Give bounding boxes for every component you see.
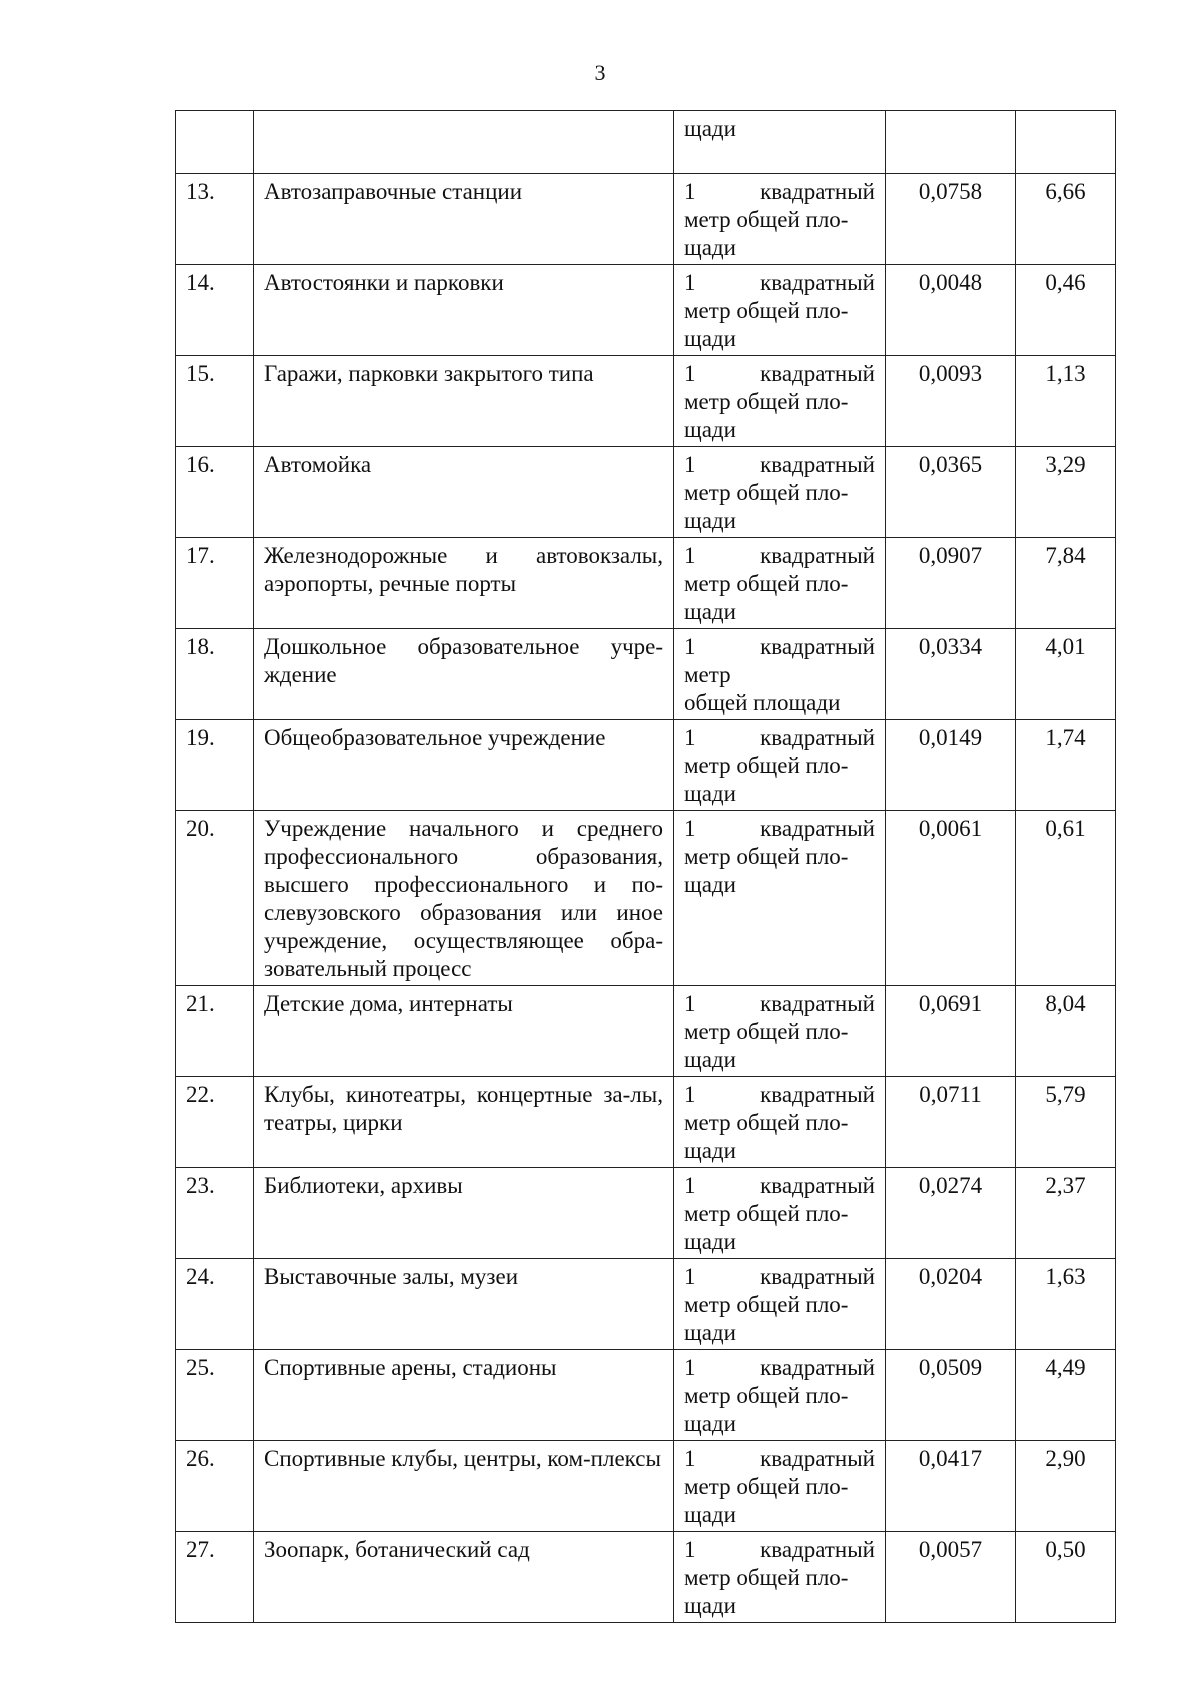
unit-line-1 — [684, 1536, 875, 1564]
unit-word: квадратный — [760, 1264, 875, 1289]
table-row — [176, 538, 1116, 629]
unit-line-2: метр общей пло- — [684, 753, 849, 778]
coefficient: 0,0048 — [886, 265, 1016, 356]
coefficient: 0,0711 — [886, 1077, 1016, 1168]
coefficient: 0,0334 — [886, 629, 1016, 720]
unit-word: квадратный — [760, 1537, 875, 1562]
row-number: 19. — [176, 720, 254, 811]
unit-cell — [674, 1077, 886, 1168]
row-number: 21. — [176, 986, 254, 1077]
cell-num — [176, 111, 254, 174]
unit-word: квадратный — [760, 1173, 875, 1198]
unit-quantity: 1 — [684, 1264, 696, 1289]
rate-value: 5,79 — [1016, 1077, 1116, 1168]
unit-word: квадратный — [760, 1446, 875, 1471]
unit-word: квадратный — [760, 634, 875, 659]
unit-quantity: 1 — [684, 452, 696, 477]
row-number: 25. — [176, 1350, 254, 1441]
unit-line-1 — [684, 1354, 875, 1382]
table-row — [176, 1077, 1116, 1168]
unit-cell — [674, 1350, 886, 1441]
unit-cell — [674, 174, 886, 265]
unit-line-1 — [684, 360, 875, 388]
unit-quantity: 1 — [684, 1537, 696, 1562]
row-number: 16. — [176, 447, 254, 538]
tariff-table — [175, 110, 1116, 1623]
unit-line-1 — [684, 178, 875, 206]
unit-quantity: 1 — [684, 179, 696, 204]
coefficient: 0,0093 — [886, 356, 1016, 447]
coefficient: 0,0417 — [886, 1441, 1016, 1532]
row-number: 14. — [176, 265, 254, 356]
unit-word: квадратный — [760, 1082, 875, 1107]
unit-cell — [674, 1532, 886, 1623]
unit-cell — [674, 1441, 886, 1532]
unit-quantity: 1 — [684, 991, 696, 1016]
unit-line-1 — [684, 1081, 875, 1109]
coefficient: 0,0204 — [886, 1259, 1016, 1350]
object-name: Спортивные клубы, центры, ком-плексы — [254, 1441, 674, 1532]
coefficient: 0,0061 — [886, 811, 1016, 986]
unit-line-1 — [684, 633, 875, 661]
table-row — [176, 629, 1116, 720]
unit-word: квадратный — [760, 179, 875, 204]
unit-quantity: 1 — [684, 634, 696, 659]
coefficient: 0,0758 — [886, 174, 1016, 265]
table-row — [176, 1441, 1116, 1532]
rate-value: 6,66 — [1016, 174, 1116, 265]
unit-line-1 — [684, 269, 875, 297]
unit-line-1 — [684, 990, 875, 1018]
unit-word: квадратный — [760, 725, 875, 750]
unit-line-3: щади — [684, 872, 736, 897]
row-number: 24. — [176, 1259, 254, 1350]
unit-line-3: щади — [684, 1047, 736, 1072]
cell-coef — [886, 111, 1016, 174]
unit-word: квадратный — [760, 270, 875, 295]
row-number: 17. — [176, 538, 254, 629]
object-name: Дошкольное образовательное учре-ждение — [254, 629, 674, 720]
unit-line-2: метр общей пло- — [684, 1019, 849, 1044]
row-number: 23. — [176, 1168, 254, 1259]
unit-line-2: метр общей пло- — [684, 480, 849, 505]
unit-word: квадратный — [760, 991, 875, 1016]
unit-word: квадратный — [760, 543, 875, 568]
row-number: 22. — [176, 1077, 254, 1168]
unit-line-3: щади — [684, 599, 736, 624]
unit-line-2: метр общей пло- — [684, 1474, 849, 1499]
row-number: 15. — [176, 356, 254, 447]
unit-quantity: 1 — [684, 1446, 696, 1471]
unit-line-3: щади — [684, 1411, 736, 1436]
unit-line-3: щади — [684, 417, 736, 442]
table-row — [176, 986, 1116, 1077]
table-row — [176, 356, 1116, 447]
unit-line-1 — [684, 542, 875, 570]
table-row — [176, 265, 1116, 356]
unit-line-2: метр общей пло- — [684, 389, 849, 414]
rate-value: 0,61 — [1016, 811, 1116, 986]
unit-line-2: метр общей пло- — [684, 298, 849, 323]
unit-cell — [674, 629, 886, 720]
unit-word: квадратный — [760, 1355, 875, 1380]
unit-line-1 — [684, 1172, 875, 1200]
unit-line-1 — [684, 1263, 875, 1291]
unit-quantity: 1 — [684, 1173, 696, 1198]
table-row — [176, 1259, 1116, 1350]
cell-name — [254, 111, 674, 174]
unit-line-1 — [684, 451, 875, 479]
table-row — [176, 720, 1116, 811]
unit-line-3: щади — [684, 1593, 736, 1618]
row-number: 13. — [176, 174, 254, 265]
row-number: 27. — [176, 1532, 254, 1623]
unit-line-1 — [684, 1445, 875, 1473]
unit-cell — [674, 1168, 886, 1259]
object-name: Клубы, кинотеатры, концертные за-лы, театры, цирки — [254, 1077, 674, 1168]
rate-value: 2,90 — [1016, 1441, 1116, 1532]
unit-line-2: метр общей пло- — [684, 1383, 849, 1408]
rate-value: 1,13 — [1016, 356, 1116, 447]
coefficient: 0,0509 — [886, 1350, 1016, 1441]
table-row — [176, 811, 1116, 986]
object-name: Учреждение начального и среднего профессионального образования, высшего профессионального и по-слевузовского образования или иное учреждение, осуществляющее обра-зовательный процесс — [254, 811, 674, 986]
unit-line-2: метр общей пло- — [684, 1201, 849, 1226]
coefficient: 0,0691 — [886, 986, 1016, 1077]
table-row-continued — [176, 111, 1116, 174]
unit-line-1 — [684, 815, 875, 843]
unit-line-2: метр общей пло- — [684, 1565, 849, 1590]
unit-line-2: метр общей пло- — [684, 207, 849, 232]
unit-cell — [674, 720, 886, 811]
coefficient: 0,0274 — [886, 1168, 1016, 1259]
unit-quantity: 1 — [684, 361, 696, 386]
unit-line-2: метр — [684, 662, 731, 687]
rate-value: 1,74 — [1016, 720, 1116, 811]
object-name: Автозаправочные станции — [254, 174, 674, 265]
unit-line-3: щади — [684, 1229, 736, 1254]
unit-cell — [674, 356, 886, 447]
table-row — [176, 1350, 1116, 1441]
unit-quantity: 1 — [684, 270, 696, 295]
rate-value: 4,01 — [1016, 629, 1116, 720]
unit-line-3: щади — [684, 781, 736, 806]
object-name: Автомойка — [254, 447, 674, 538]
object-name: Детские дома, интернаты — [254, 986, 674, 1077]
unit-line-3: щади — [684, 1320, 736, 1345]
unit-line-3: щади — [684, 508, 736, 533]
unit-quantity: 1 — [684, 1082, 696, 1107]
unit-line-2: метр общей пло- — [684, 1292, 849, 1317]
object-name: Общеобразовательное учреждение — [254, 720, 674, 811]
table-row — [176, 447, 1116, 538]
coefficient: 0,0907 — [886, 538, 1016, 629]
object-name: Гаражи, парковки закрытого типа — [254, 356, 674, 447]
rate-value: 0,46 — [1016, 265, 1116, 356]
unit-quantity: 1 — [684, 1355, 696, 1380]
cell-unit: щади — [674, 111, 886, 174]
unit-line-3: щади — [684, 326, 736, 351]
unit-cell — [674, 265, 886, 356]
unit-line-3: щади — [684, 235, 736, 260]
rate-value: 3,29 — [1016, 447, 1116, 538]
object-name: Железнодорожные и автовокзалы, аэропорты, речные порты — [254, 538, 674, 629]
rate-value: 7,84 — [1016, 538, 1116, 629]
row-number: 26. — [176, 1441, 254, 1532]
unit-word: квадратный — [760, 816, 875, 841]
object-name: Зоопарк, ботанический сад — [254, 1532, 674, 1623]
unit-word: квадратный — [760, 361, 875, 386]
rate-value: 8,04 — [1016, 986, 1116, 1077]
rate-value: 1,63 — [1016, 1259, 1116, 1350]
row-number: 20. — [176, 811, 254, 986]
unit-line-2: метр общей пло- — [684, 571, 849, 596]
unit-cell — [674, 538, 886, 629]
unit-cell — [674, 811, 886, 986]
unit-quantity: 1 — [684, 725, 696, 750]
row-number: 18. — [176, 629, 254, 720]
unit-line-1 — [684, 724, 875, 752]
unit-quantity: 1 — [684, 543, 696, 568]
unit-line-2: метр общей пло- — [684, 1110, 849, 1135]
object-name: Спортивные арены, стадионы — [254, 1350, 674, 1441]
unit-cell — [674, 447, 886, 538]
table-row — [176, 1532, 1116, 1623]
unit-line-3: щади — [684, 1502, 736, 1527]
table-row — [176, 1168, 1116, 1259]
unit-line-2: метр общей пло- — [684, 844, 849, 869]
unit-word: квадратный — [760, 452, 875, 477]
unit-line-3: щади — [684, 1138, 736, 1163]
coefficient: 0,0149 — [886, 720, 1016, 811]
rate-value: 4,49 — [1016, 1350, 1116, 1441]
object-name: Автостоянки и парковки — [254, 265, 674, 356]
page-number: 3 — [594, 60, 606, 85]
rate-value: 0,50 — [1016, 1532, 1116, 1623]
rate-value: 2,37 — [1016, 1168, 1116, 1259]
unit-cell — [674, 986, 886, 1077]
unit-quantity: 1 — [684, 816, 696, 841]
object-name: Библиотеки, архивы — [254, 1168, 674, 1259]
table-row — [176, 174, 1116, 265]
object-name: Выставочные залы, музеи — [254, 1259, 674, 1350]
coefficient: 0,0057 — [886, 1532, 1016, 1623]
cell-rate — [1016, 111, 1116, 174]
coefficient: 0,0365 — [886, 447, 1016, 538]
unit-line-3: общей площади — [684, 690, 841, 715]
unit-cell — [674, 1259, 886, 1350]
